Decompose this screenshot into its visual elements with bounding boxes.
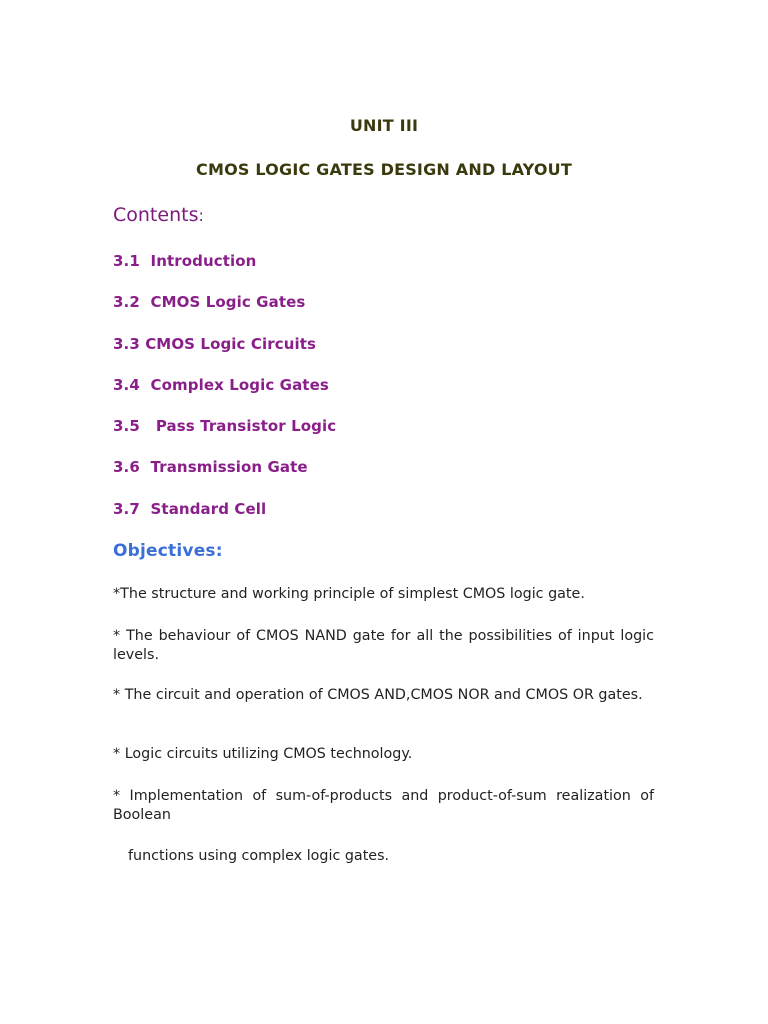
toc-item-3-7: 3.7 Standard Cell: [113, 499, 267, 518]
contents-heading: [113, 204, 204, 226]
toc-item-3-3: 3.3 CMOS Logic Circuits: [113, 334, 317, 353]
toc-item-3-6: 3.6 Transmission Gate: [113, 458, 308, 477]
toc-item-3-2: 3.2 CMOS Logic Gates: [113, 293, 306, 312]
toc-item-3-5: 3.5 Pass Transistor Logic: [113, 417, 337, 436]
objectives-heading: Objectives:: [113, 541, 223, 561]
contents-heading-text: Contents: [113, 204, 199, 226]
contents-heading-colon: :: [198, 206, 204, 225]
objective-paragraph: * The circuit and operation of CMOS AND,CMOS NOR and CMOS OR gates.: [113, 687, 643, 703]
toc-item-3-1: 3.1 Introduction: [113, 252, 257, 270]
unit-title: UNIT III: [349, 116, 419, 135]
objective-paragraph: * Implementation of sum-of-products and product-of-sum realization of Boolean: [113, 788, 654, 823]
objective-paragraph: *The structure and working principle of simplest CMOS logic gate.: [113, 586, 585, 602]
toc-item-3-4: 3.4 Complex Logic Gates: [113, 375, 329, 394]
objective-continuation: functions using complex logic gates.: [128, 848, 390, 864]
table-of-contents: [113, 252, 336, 541]
objective-paragraph: * The behaviour of CMOS NAND gate for all the possibilities of input logic levels.: [113, 628, 654, 663]
document-title: CMOS LOGIC GATES DESIGN AND LAYOUT: [196, 160, 572, 179]
objective-paragraph: * Logic circuits utilizing CMOS technology.: [113, 746, 413, 762]
